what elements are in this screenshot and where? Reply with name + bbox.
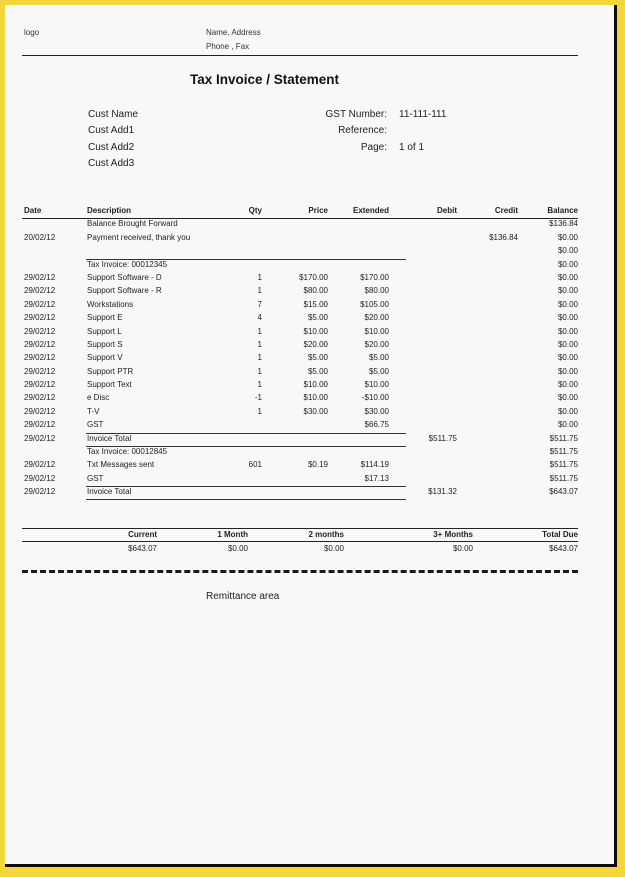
cell-date: 29/02/12 bbox=[24, 460, 56, 470]
aging-header-total-due: Total Due bbox=[542, 530, 578, 539]
cell-price: $30.00 bbox=[303, 406, 328, 416]
header-date: Date bbox=[24, 206, 42, 215]
cell-price: $5.00 bbox=[307, 366, 328, 376]
table-row bbox=[22, 299, 578, 312]
cell-balance: $511.75 bbox=[549, 460, 578, 470]
logo-placeholder: logo bbox=[24, 28, 40, 37]
company-phone-fax: Phone , Fax bbox=[206, 42, 250, 51]
cell-description: Support S bbox=[87, 339, 123, 349]
table-row bbox=[22, 392, 578, 405]
customer-address-2: Cust Add2 bbox=[88, 142, 135, 153]
table-row bbox=[22, 352, 578, 365]
cell-date: 29/02/12 bbox=[24, 406, 56, 416]
table-row bbox=[22, 446, 578, 459]
cell-balance: $0.00 bbox=[557, 380, 578, 390]
cell-debit: $511.75 bbox=[428, 433, 457, 443]
subtotal-rule bbox=[86, 433, 406, 434]
cell-description: GST bbox=[87, 473, 104, 483]
invoice-page bbox=[5, 5, 617, 867]
remittance-area: Remittance area bbox=[206, 591, 280, 602]
cell-extended: $105.00 bbox=[360, 299, 389, 309]
cell-date: 29/02/12 bbox=[24, 353, 56, 363]
cell-price: $10.00 bbox=[303, 380, 328, 390]
cell-qty: -1 bbox=[254, 393, 262, 403]
table-row bbox=[22, 486, 578, 499]
cell-date: 29/02/12 bbox=[24, 299, 56, 309]
cell-extended: $20.00 bbox=[364, 313, 389, 323]
aging-value-3-months: $0.00 bbox=[452, 544, 473, 553]
header-description: Description bbox=[87, 206, 132, 215]
table-row bbox=[22, 459, 578, 472]
header-divider bbox=[22, 55, 578, 56]
cell-price: $80.00 bbox=[303, 286, 328, 296]
cell-credit: $136.84 bbox=[489, 232, 518, 242]
cell-description: Invoice Total bbox=[87, 433, 132, 443]
cell-date: 29/02/12 bbox=[24, 393, 56, 403]
cell-description: Support Text bbox=[87, 380, 132, 390]
cell-qty: 1 bbox=[257, 272, 262, 282]
cell-date: 29/02/12 bbox=[24, 487, 56, 497]
table-row bbox=[22, 272, 578, 285]
cell-qty: 1 bbox=[257, 366, 262, 376]
cell-qty: 601 bbox=[248, 460, 262, 470]
table-header-row bbox=[22, 205, 578, 218]
aging-value-1-month: $0.00 bbox=[227, 544, 248, 553]
cell-balance: $0.00 bbox=[557, 366, 578, 376]
table-row bbox=[22, 339, 578, 352]
page-label: Page: bbox=[360, 142, 387, 153]
cell-description: Support Software - R bbox=[87, 286, 162, 296]
table-row bbox=[22, 433, 578, 446]
cell-date: 29/02/12 bbox=[24, 272, 56, 282]
cell-extended: $10.00 bbox=[364, 326, 389, 336]
cell-balance: $511.75 bbox=[549, 473, 578, 483]
cell-description: GST bbox=[87, 420, 104, 430]
cell-balance: $511.75 bbox=[549, 447, 578, 457]
cell-balance: $511.75 bbox=[549, 433, 578, 443]
cell-qty: 7 bbox=[257, 299, 262, 309]
cell-date: 29/02/12 bbox=[24, 286, 56, 296]
customer-address-3: Cust Add3 bbox=[88, 158, 135, 169]
table-body bbox=[22, 218, 578, 499]
cell-balance: $0.00 bbox=[557, 286, 578, 296]
aging-header-2-months: 2 months bbox=[308, 530, 344, 539]
cell-description: Tax Invoice: 00012845 bbox=[87, 447, 168, 457]
cell-debit: $131.32 bbox=[428, 487, 457, 497]
cell-date: 29/02/12 bbox=[24, 313, 56, 323]
cell-qty: 4 bbox=[257, 313, 262, 323]
cell-balance: $0.00 bbox=[557, 232, 578, 242]
cell-price: $170.00 bbox=[299, 272, 328, 282]
header-qty: Qty bbox=[248, 206, 262, 215]
cell-extended: $66.75 bbox=[364, 420, 389, 430]
subtotal-rule bbox=[86, 499, 406, 500]
cell-price: $15.00 bbox=[303, 299, 328, 309]
tear-off-line bbox=[22, 570, 578, 573]
cell-date: 29/02/12 bbox=[24, 339, 56, 349]
header-extended: Extended bbox=[352, 206, 389, 215]
header-debit: Debit bbox=[437, 206, 457, 215]
aging-top-divider bbox=[22, 528, 578, 529]
cell-date: 29/02/12 bbox=[24, 366, 56, 376]
cell-balance: $643.07 bbox=[549, 487, 578, 497]
cell-extended: $170.00 bbox=[360, 272, 389, 282]
gst-number-label: GST Number: bbox=[325, 109, 387, 120]
customer-address-1: Cust Add1 bbox=[88, 125, 135, 136]
cell-balance: $0.00 bbox=[557, 259, 578, 269]
gst-number-value: 11-111-111 bbox=[399, 109, 447, 120]
aging-header-1-month: 1 Month bbox=[217, 530, 248, 539]
cell-description: Support L bbox=[87, 326, 122, 336]
table-row bbox=[22, 218, 578, 231]
cell-extended: $30.00 bbox=[364, 406, 389, 416]
company-name-address: Name, Address bbox=[206, 28, 261, 37]
cell-extended: $17.13 bbox=[364, 473, 389, 483]
cell-balance: $0.00 bbox=[557, 393, 578, 403]
cell-balance: $0.00 bbox=[557, 299, 578, 309]
cell-description: Payment received, thank you bbox=[87, 232, 191, 242]
cell-balance: $0.00 bbox=[557, 339, 578, 349]
aging-value-total-due: $643.07 bbox=[549, 544, 578, 553]
cell-description: Invoice Total bbox=[87, 487, 132, 497]
cell-description: Balance Brought Forward bbox=[87, 219, 178, 229]
aging-header-3-months: 3+ Months bbox=[433, 530, 473, 539]
cell-extended: $10.00 bbox=[364, 380, 389, 390]
header-price: Price bbox=[308, 206, 328, 215]
table-row bbox=[22, 379, 578, 392]
cell-date: 29/02/12 bbox=[24, 380, 56, 390]
aging-header-divider bbox=[22, 541, 578, 542]
cell-extended: $114.19 bbox=[360, 460, 389, 470]
page-value: 1 of 1 bbox=[399, 142, 425, 153]
cell-description: Workstations bbox=[87, 299, 134, 309]
cell-extended: $5.00 bbox=[368, 366, 389, 376]
cell-description: Txt Messages sent bbox=[87, 460, 155, 470]
cell-price: $10.00 bbox=[303, 326, 328, 336]
table-row bbox=[22, 473, 578, 486]
cell-balance: $0.00 bbox=[557, 326, 578, 336]
table-row bbox=[22, 406, 578, 419]
table-row bbox=[22, 312, 578, 325]
table-row bbox=[22, 245, 578, 258]
cell-description: Support Software - D bbox=[87, 272, 162, 282]
transactions-table bbox=[22, 205, 578, 500]
cell-qty: 1 bbox=[257, 406, 262, 416]
document-title: Tax Invoice / Statement bbox=[190, 72, 340, 87]
cell-extended: $80.00 bbox=[364, 286, 389, 296]
cell-balance: $0.00 bbox=[557, 353, 578, 363]
cell-balance: $0.00 bbox=[557, 420, 578, 430]
cell-price: $5.00 bbox=[307, 313, 328, 323]
cell-balance: $0.00 bbox=[557, 406, 578, 416]
cell-date: 29/02/12 bbox=[24, 420, 56, 430]
cell-balance: $0.00 bbox=[557, 313, 578, 323]
table-row bbox=[22, 419, 578, 432]
cell-price: $20.00 bbox=[303, 339, 328, 349]
table-row bbox=[22, 366, 578, 379]
cell-balance: $0.00 bbox=[557, 272, 578, 282]
cell-qty: 1 bbox=[257, 286, 262, 296]
header-credit: Credit bbox=[494, 206, 518, 215]
aging-value-2-months: $0.00 bbox=[323, 544, 344, 553]
cell-description: Tax Invoice: 00012345 bbox=[87, 259, 168, 269]
cell-qty: 1 bbox=[257, 326, 262, 336]
reference-label: Reference: bbox=[338, 125, 387, 136]
cell-description: Support PTR bbox=[87, 366, 134, 376]
table-row bbox=[22, 259, 578, 272]
header-balance: Balance bbox=[547, 206, 578, 215]
cell-balance: $0.00 bbox=[557, 246, 578, 256]
cell-qty: 1 bbox=[257, 339, 262, 349]
cell-balance: $136.84 bbox=[549, 219, 578, 229]
cell-description: Support V bbox=[87, 353, 123, 363]
customer-name: Cust Name bbox=[88, 109, 139, 120]
cell-qty: 1 bbox=[257, 353, 262, 363]
cell-qty: 1 bbox=[257, 380, 262, 390]
table-row bbox=[22, 232, 578, 245]
cell-price: $10.00 bbox=[303, 393, 328, 403]
subtotal-rule bbox=[86, 486, 406, 487]
table-row bbox=[22, 285, 578, 298]
aging-header-current: Current bbox=[128, 530, 157, 539]
cell-extended: -$10.00 bbox=[361, 393, 389, 403]
cell-date: 29/02/12 bbox=[24, 326, 56, 336]
cell-description: Support E bbox=[87, 313, 123, 323]
cell-extended: $20.00 bbox=[364, 339, 389, 349]
cell-extended: $5.00 bbox=[368, 353, 389, 363]
cell-description: T-V bbox=[87, 406, 100, 416]
cell-date: 29/02/12 bbox=[24, 473, 56, 483]
cell-price: $5.00 bbox=[307, 353, 328, 363]
cell-price: $0.19 bbox=[307, 460, 328, 470]
cell-date: 20/02/12 bbox=[24, 232, 56, 242]
cell-description: e Disc bbox=[87, 393, 110, 403]
aging-value-current: $643.07 bbox=[128, 544, 157, 553]
cell-date: 29/02/12 bbox=[24, 433, 56, 443]
table-row bbox=[22, 326, 578, 339]
